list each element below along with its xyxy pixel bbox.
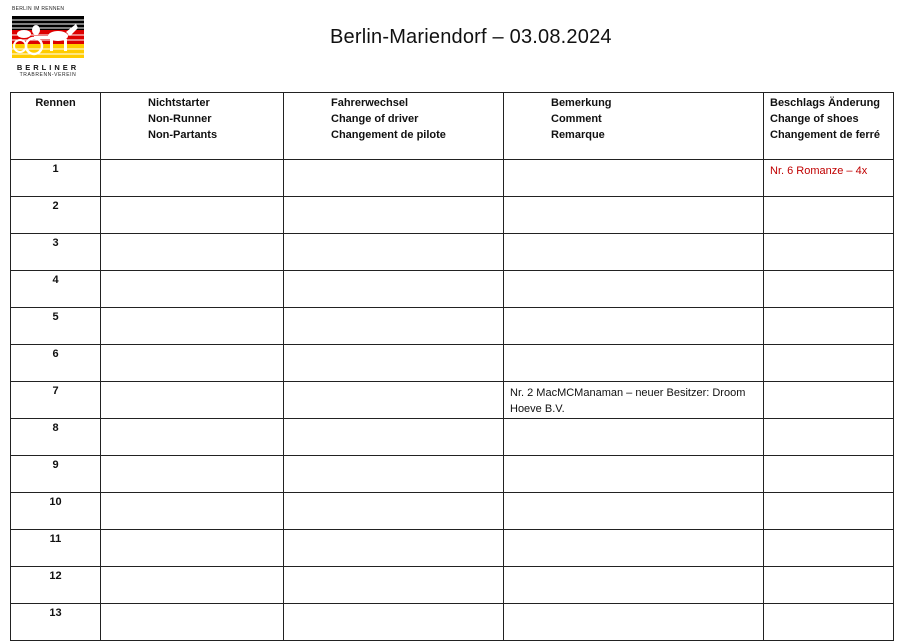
driver-change-cell <box>284 160 504 197</box>
race-number: 4 <box>11 271 101 308</box>
race-number: 2 <box>11 197 101 234</box>
header-line: Non-Runner <box>148 113 212 125</box>
non-runner-cell <box>101 234 284 271</box>
race-number: 11 <box>11 530 101 567</box>
non-runner-cell <box>101 160 284 197</box>
race-number: 13 <box>11 604 101 641</box>
header-line: Changement de ferré <box>770 129 881 141</box>
comment-cell <box>504 271 764 308</box>
shoe-change-cell <box>764 345 894 382</box>
shoe-change-cell <box>764 530 894 567</box>
comment-cell <box>504 160 764 197</box>
table-row <box>11 197 894 234</box>
driver-change-cell <box>284 382 504 419</box>
driver-change-cell <box>284 604 504 641</box>
table-row <box>11 456 894 493</box>
header-non-runner <box>101 93 284 160</box>
header-change-of-driver <box>284 93 504 160</box>
comment-cell <box>504 530 764 567</box>
header-line: Changement de pilote <box>331 129 446 141</box>
race-number: 1 <box>11 160 101 197</box>
non-runner-cell <box>101 456 284 493</box>
comment-cell <box>504 604 764 641</box>
header-line: Change of shoes <box>770 113 859 125</box>
logo-brand: BERLINER <box>16 63 80 72</box>
trotting-horse-flag-icon <box>12 14 84 62</box>
table-row <box>11 382 894 419</box>
table-row <box>11 493 894 530</box>
table-row <box>11 160 894 197</box>
shoe-change-cell <box>764 456 894 493</box>
comment-cell <box>504 456 764 493</box>
shoe-change-cell <box>764 197 894 234</box>
shoe-change-cell <box>764 308 894 345</box>
table-row <box>11 271 894 308</box>
comment-cell <box>504 567 764 604</box>
race-number: 6 <box>11 345 101 382</box>
non-runner-cell <box>101 271 284 308</box>
race-changes-table <box>10 92 894 641</box>
table-row <box>11 419 894 456</box>
header-line: Comment <box>551 113 602 125</box>
non-runner-cell <box>101 197 284 234</box>
non-runner-cell <box>101 567 284 604</box>
shoe-change-cell: Nr. 6 Romanze – 4x <box>764 160 894 197</box>
comment-cell <box>504 419 764 456</box>
race-number: 3 <box>11 234 101 271</box>
table-row <box>11 308 894 345</box>
logo-top-text: BERLIN IM RENNEN <box>12 6 65 12</box>
race-number: 10 <box>11 493 101 530</box>
comment-cell <box>504 345 764 382</box>
table-row <box>11 530 894 567</box>
race-number: 12 <box>11 567 101 604</box>
shoe-change-cell <box>764 493 894 530</box>
race-number: 8 <box>11 419 101 456</box>
non-runner-cell <box>101 493 284 530</box>
comment-cell <box>504 234 764 271</box>
header-line: Beschlags Änderung <box>770 97 881 109</box>
header-line: Change of driver <box>331 113 419 125</box>
header-line: Non-Partants <box>148 129 218 141</box>
table-row <box>11 345 894 382</box>
berliner-trabrenn-verein-logo <box>12 6 84 78</box>
header-line: Bemerkung <box>551 97 612 109</box>
race-number: 7 <box>11 382 101 419</box>
non-runner-cell <box>101 530 284 567</box>
table-row <box>11 567 894 604</box>
driver-change-cell <box>284 271 504 308</box>
shoe-change-cell <box>764 234 894 271</box>
comment-cell <box>504 197 764 234</box>
driver-change-cell <box>284 567 504 604</box>
shoe-change-cell <box>764 567 894 604</box>
header-change-of-shoes <box>764 93 894 160</box>
shoe-change-cell <box>764 271 894 308</box>
shoe-change-cell <box>764 604 894 641</box>
table-header-row <box>11 93 894 160</box>
non-runner-cell <box>101 345 284 382</box>
comment-cell <box>504 308 764 345</box>
header-line: Nichtstarter <box>148 97 210 109</box>
table-row <box>11 234 894 271</box>
driver-change-cell <box>284 345 504 382</box>
table-row <box>11 604 894 641</box>
driver-change-cell <box>284 456 504 493</box>
driver-change-cell <box>284 308 504 345</box>
page-title: Berlin-Mariendorf – 03.08.2024 <box>330 26 612 48</box>
driver-change-cell <box>284 419 504 456</box>
header-line: Fahrerwechsel <box>331 97 409 109</box>
header-rennen <box>11 93 101 160</box>
driver-change-cell <box>284 197 504 234</box>
comment-cell <box>504 493 764 530</box>
non-runner-cell <box>101 419 284 456</box>
driver-change-cell <box>284 234 504 271</box>
race-rows <box>11 160 894 641</box>
non-runner-cell <box>101 604 284 641</box>
driver-change-cell <box>284 493 504 530</box>
header-rennen-label: Rennen <box>35 97 76 109</box>
header-line: Remarque <box>551 129 605 141</box>
non-runner-cell <box>101 308 284 345</box>
comment-cell: Nr. 2 MacMCManaman – neuer Besitzer: Droom Hoeve B.V. <box>504 382 764 419</box>
shoe-change-cell <box>764 382 894 419</box>
shoe-change-cell <box>764 419 894 456</box>
logo-subtitle: TRABRENN-VEREIN <box>19 72 77 78</box>
driver-change-cell <box>284 530 504 567</box>
non-runner-cell <box>101 382 284 419</box>
race-number: 9 <box>11 456 101 493</box>
race-number: 5 <box>11 308 101 345</box>
header-comment <box>504 93 764 160</box>
